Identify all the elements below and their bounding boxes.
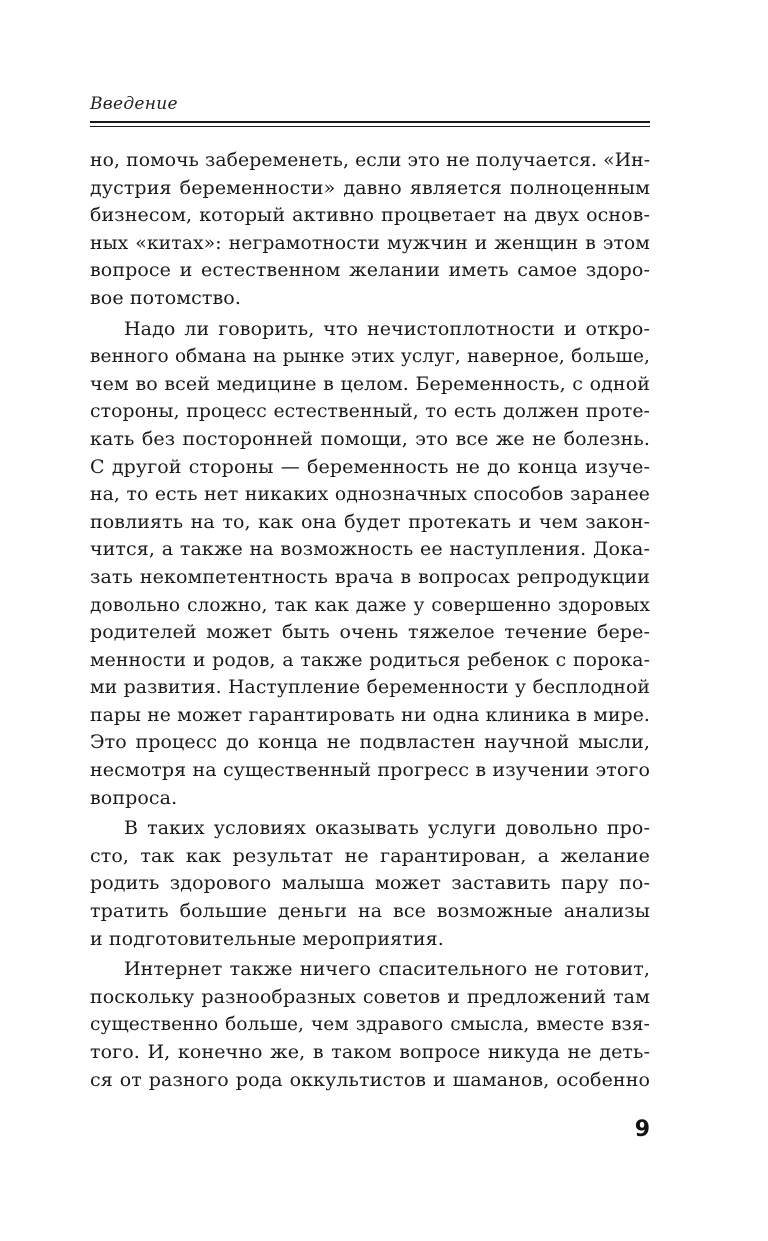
- page-number: 9: [634, 1117, 650, 1142]
- text-line: вое потомство.: [90, 286, 241, 309]
- text-line: кать без посторонней помощи, это все же не болезнь.: [90, 427, 650, 450]
- text-line: венного обмана на рынке этих услуг, наверное, больше,: [90, 346, 650, 368]
- text-line: родителей может быть очень тяжелое течение бере-: [90, 621, 650, 644]
- header-rule-thin: [90, 126, 650, 127]
- text-line: чится, а также на возможность ее наступления. Дока-: [90, 538, 650, 561]
- paragraph: [90, 956, 650, 1094]
- text-line: родить здорового малыша может заставить пару по-: [90, 872, 650, 895]
- text-line: существенно больше, чем здравого смысла, вместе взя-: [90, 1014, 650, 1036]
- text-line: того. И, конечно же, в таком вопросе никуда не деть-: [90, 1041, 650, 1063]
- text-line: несмотря на существенный прогресс в изучении этого: [90, 759, 650, 782]
- text-line: пары не может гарантировать ни одна клиника в мире.: [90, 704, 650, 726]
- text-line: В таких условиях оказывать услуги довольно про-: [124, 817, 650, 840]
- running-head: Введение: [90, 94, 178, 114]
- header-rule-thick: [90, 121, 650, 123]
- text-line: поскольку разнообразных советов и предложений там: [90, 985, 650, 1008]
- text-line: на, то есть нет никаких однозначных способов заранее: [90, 484, 650, 506]
- text-line: тратить большие деньги на все возможные анализы: [90, 900, 650, 923]
- text-line: сто, так как результат не гарантирован, а желание: [90, 844, 650, 867]
- text-line: вопроса.: [90, 786, 178, 809]
- text-line: стороны, процесс естественный, то есть должен проте-: [90, 401, 650, 423]
- text-line: довольно сложно, так как даже у совершенно здоровых: [90, 594, 650, 616]
- text-line: С другой стороны — беременность не до конца изуче-: [90, 455, 650, 478]
- paragraph: [90, 316, 650, 813]
- text-line: вопросе и естественном желании иметь самое здоро-: [90, 259, 650, 282]
- paragraph: [90, 815, 650, 953]
- text-line: ми развития. Наступление беременности у бесплодной: [90, 677, 650, 699]
- text-line: зать некомпетентность врача в вопросах репродукции: [90, 565, 650, 588]
- text-line: и подготовительные мероприятия.: [90, 927, 444, 950]
- text-line: ных «китах»: неграмотности мужчин и женщин в этом: [90, 232, 650, 254]
- text-line: ся от разного рода оккультистов и шаманов, особенно: [90, 1068, 650, 1091]
- text-line: менности и родов, а также родиться ребенок с порока-: [90, 649, 650, 671]
- text-line: дустрия беременности» давно является полноценным: [90, 176, 650, 199]
- text-line: бизнесом, который активно процветает на двух основ-: [90, 204, 650, 227]
- paragraph: [90, 147, 650, 313]
- text-line: повлиять на то, как она будет протекать и чем закон-: [90, 510, 650, 533]
- text-line: Это процесс до конца не подвластен научной мысли,: [90, 731, 650, 754]
- text-line: Надо ли говорить, что нечистоплотности и откро-: [124, 317, 650, 340]
- body-text: [90, 147, 650, 1094]
- text-line: Интернет также ничего спасительного не готовит,: [124, 958, 650, 981]
- text-line: чем во всей медицине в целом. Беременность, с одной: [90, 372, 650, 395]
- text-line: но, помочь забеременеть, если это не получается. «Ин-: [90, 150, 651, 171]
